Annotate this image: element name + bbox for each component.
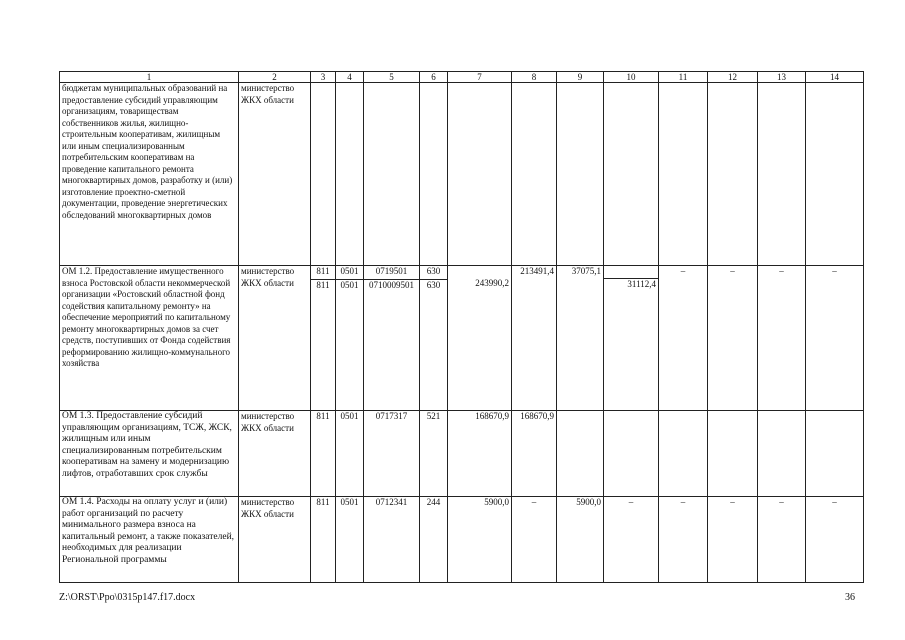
cell-rzpr (336, 266, 364, 411)
cell-y2017: – (659, 266, 708, 411)
cell-y2016 (604, 411, 659, 497)
cell-grbs-b: 811 (311, 279, 335, 292)
cell-y2019: – (758, 266, 806, 411)
table-row (60, 83, 864, 266)
measure-name: ОМ 1.4. Расходы на оплату услуг и (или) работ организаций по расчету минимального размера взноса на капитальный ремонт, а также показателей, необходимых для реализации Региональной программы (60, 497, 239, 583)
cell-y2017 (659, 411, 708, 497)
cell-y2014 (512, 83, 557, 266)
cell-y2017: – (659, 497, 708, 583)
cell-y2014: – (512, 497, 557, 583)
cell-y2018: – (708, 266, 758, 411)
cell-csr: 0712341 (364, 497, 420, 583)
header-cell: 4 (336, 72, 364, 83)
cell-total: 5900,0 (448, 497, 512, 583)
cell-rzpr: 0501 (336, 497, 364, 583)
header-cell: 1 (60, 72, 239, 83)
executor: министерство ЖКХ области (239, 411, 311, 497)
header-cell: 6 (420, 72, 448, 83)
header-cell: 8 (512, 72, 557, 83)
cell-y2019: – (758, 497, 806, 583)
cell-y2020: – (806, 497, 864, 583)
header-cell: 12 (708, 72, 758, 83)
cell-csr-a: 0719501 (375, 266, 408, 276)
cell-y2014: 213491,4 (512, 266, 557, 411)
cell-total-value: 243990,2 (475, 278, 509, 288)
cell-csr (364, 83, 420, 266)
header-cell: 9 (557, 72, 604, 83)
table-row (60, 411, 864, 497)
cell-vr: 244 (420, 497, 448, 583)
cell-y2015 (557, 411, 604, 497)
header-cell: 5 (364, 72, 420, 83)
cell-csr (364, 266, 420, 411)
cell-total: 168670,9 (448, 411, 512, 497)
cell-y2019 (758, 83, 806, 266)
header-cell: 14 (806, 72, 864, 83)
header-cell: 13 (758, 72, 806, 83)
header-cell: 11 (659, 72, 708, 83)
cell-rzpr-a: 0501 (340, 266, 359, 276)
cell-vr (420, 266, 448, 411)
cell-y2018: – (708, 497, 758, 583)
cell-y2020 (806, 411, 864, 497)
table-row (60, 266, 864, 411)
executor: министерство ЖКХ области (239, 83, 311, 266)
cell-y2016 (604, 266, 659, 411)
cell-y2016 (604, 83, 659, 266)
cell-y2018 (708, 83, 758, 266)
cell-vr-a: 630 (426, 266, 441, 276)
cell-y2019 (758, 411, 806, 497)
cell-grbs-a: 811 (316, 266, 330, 276)
measure-name: ОМ 1.3. Предоставление субсидий управляющим организациям, ТСЖ, ЖСК, жилищным или иным специализированным потребительским кооперативам на замену и модернизацию лифтов, отработавших срок службы (60, 411, 239, 497)
budget-table (59, 71, 864, 583)
table-row (60, 497, 864, 583)
executor: министерство ЖКХ области (239, 266, 311, 411)
cell-grbs: 811 (311, 411, 336, 497)
cell-y2018 (708, 411, 758, 497)
cell-rzpr: 0501 (336, 411, 364, 497)
cell-total (448, 266, 512, 411)
measure-name: бюджетам муниципальных образований на предоставление субсидий управляющим организациям, товариществам собственников жилья, жилищно-строительным кооперативам, жилищным или иным специализированным потребительским кооперативам на проведение капитального ремонта многоквартирных домов, разработку и (или) изготовление проектно-сметной документации, проведение энергетических обследований многоквартирных домов (60, 83, 239, 266)
cell-y2020 (806, 83, 864, 266)
cell-y2015: 37075,1 (557, 266, 604, 411)
header-cell: 7 (448, 72, 512, 83)
cell-y2016-a (606, 266, 656, 277)
header-cell: 3 (311, 72, 336, 83)
cell-y2015 (557, 83, 604, 266)
cell-y2016: – (604, 497, 659, 583)
cell-y2020: – (806, 266, 864, 411)
cell-y2017 (659, 83, 708, 266)
cell-y2015: 5900,0 (557, 497, 604, 583)
cell-y2016-b: 31112,4 (604, 278, 658, 291)
cell-rzpr (336, 83, 364, 266)
cell-rzpr-b: 0501 (336, 279, 363, 292)
cell-total (448, 83, 512, 266)
measure-name: ОМ 1.2. Предоставление имущественного взноса Ростовской области некоммерческой организации «Ростовский областной фонд содействия капитальному ремонту» на обеспечение мероприятий по капитальному ремонту многоквартирных домов за счет средств, поступивших от Фонда содействия реформированию жилищно-коммунального хозяйства (60, 266, 239, 411)
cell-vr: 521 (420, 411, 448, 497)
cell-csr: 0717317 (364, 411, 420, 497)
executor: министерство ЖКХ области (239, 497, 311, 583)
cell-vr-b: 630 (420, 279, 447, 292)
cell-vr (420, 83, 448, 266)
cell-grbs (311, 83, 336, 266)
cell-y2014: 168670,9 (512, 411, 557, 497)
cell-grbs: 811 (311, 497, 336, 583)
header-cell: 2 (239, 72, 311, 83)
header-cell: 10 (604, 72, 659, 83)
cell-csr-b: 0710009501 (364, 279, 419, 292)
header-row (60, 72, 864, 83)
page-number: 36 (845, 592, 855, 603)
document-path: Z:\ORST\Ppo\0315p147.f17.docx (59, 592, 196, 603)
cell-grbs (311, 266, 336, 411)
